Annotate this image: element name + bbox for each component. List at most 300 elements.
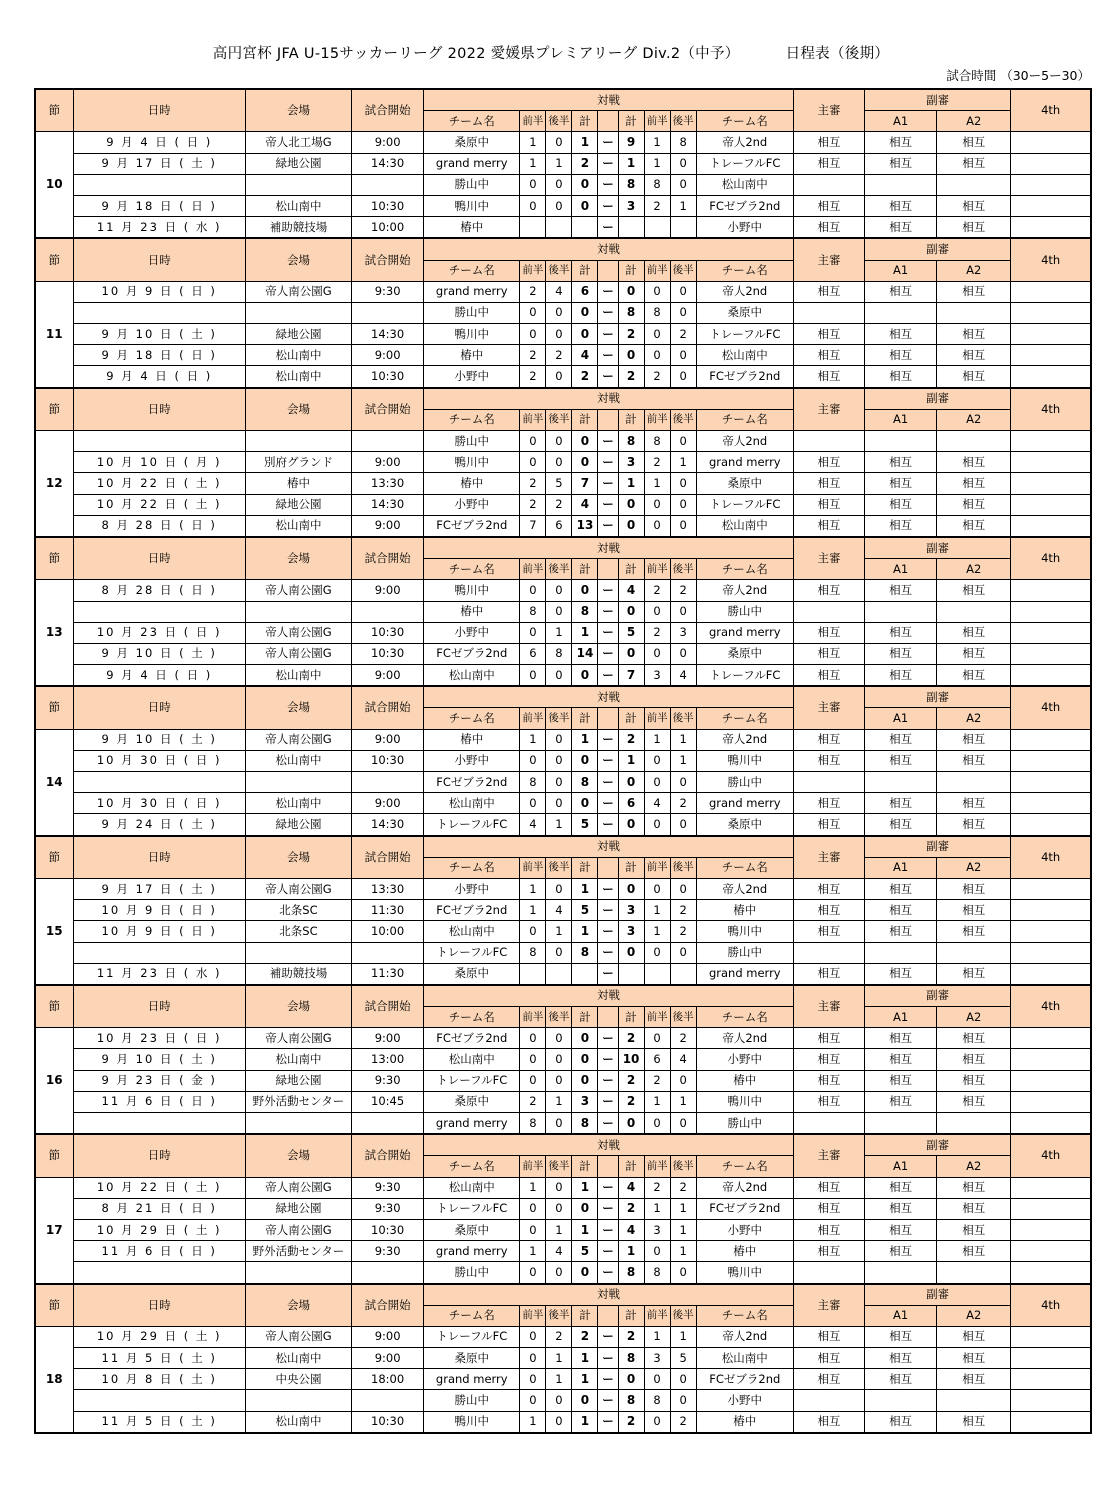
away-second-half: 0 [670, 473, 696, 494]
home-team: FCゼブラ2nd [424, 1028, 520, 1049]
header-match: 対戦 [424, 89, 794, 111]
home-second-half: 0 [546, 1049, 572, 1070]
match-kickoff: 10:30 [352, 643, 424, 664]
away-total: 3 [618, 195, 644, 216]
round-block [35, 537, 1091, 686]
home-first-half: 1 [520, 900, 546, 921]
header-match: 対戦 [424, 1134, 794, 1156]
header-kickoff: 試合開始 [352, 537, 424, 580]
home-second-half: 1 [546, 1369, 572, 1390]
home-total [572, 963, 598, 985]
assistant-a1: 相互 [865, 750, 937, 771]
match-row [35, 665, 1091, 687]
away-total: 0 [618, 814, 644, 836]
home-first-half: 1 [520, 1241, 546, 1262]
home-total: 0 [572, 195, 598, 216]
main-referee: 相互 [793, 473, 864, 494]
away-second-half: 2 [670, 580, 696, 601]
header-dash [598, 708, 618, 729]
fourth-official [1011, 324, 1091, 345]
away-total: 0 [618, 601, 644, 622]
match-date: 10 月 9 日 ( 日 ) [73, 900, 245, 921]
home-second-half: 0 [546, 1390, 572, 1411]
header-section: 節 [35, 686, 73, 729]
away-team: 椿中 [696, 1241, 793, 1262]
away-total: 1 [618, 153, 644, 174]
match-date: 11 月 5 日 ( 土 ) [73, 1348, 245, 1369]
home-second-half: 0 [546, 431, 572, 452]
match-date: 8 月 28 日 ( 日 ) [73, 515, 245, 537]
match-kickoff: 13:00 [352, 1049, 424, 1070]
away-first-half: 0 [644, 601, 670, 622]
away-first-half: 0 [644, 1113, 670, 1135]
main-referee [793, 1262, 864, 1284]
home-team: grand merry [424, 1113, 520, 1135]
match-venue: 椿中 [245, 473, 351, 494]
home-team: 勝山中 [424, 174, 520, 195]
score-dash: ー [598, 1348, 618, 1369]
home-team: 小野中 [424, 366, 520, 388]
score-dash: ー [598, 345, 618, 366]
fourth-official [1011, 515, 1091, 537]
away-second-half: 1 [670, 1198, 696, 1219]
match-venue: 帝人南公園G [245, 729, 351, 750]
match-row [35, 750, 1091, 771]
header-team-home: チーム名 [424, 1007, 520, 1028]
match-date: 8 月 21 日 ( 日 ) [73, 1198, 245, 1219]
score-dash: ー [598, 580, 618, 601]
match-kickoff: 9:00 [352, 1348, 424, 1369]
away-first-half [644, 963, 670, 985]
header-a1: A1 [865, 708, 937, 729]
match-date: 9 月 4 日 ( 日 ) [73, 366, 245, 388]
home-team: 桑原中 [424, 963, 520, 985]
header-match: 対戦 [424, 238, 794, 260]
home-total: 2 [572, 1326, 598, 1347]
header-first-half: 前半 [520, 708, 546, 729]
home-first-half: 2 [520, 366, 546, 388]
main-referee: 相互 [793, 1028, 864, 1049]
away-second-half: 2 [670, 900, 696, 921]
header-a2: A2 [937, 260, 1011, 281]
header-total: 計 [572, 260, 598, 281]
header-total: 計 [572, 1305, 598, 1326]
home-total: 13 [572, 515, 598, 537]
main-referee [793, 1113, 864, 1135]
fourth-official [1011, 195, 1091, 216]
match-row [35, 217, 1091, 239]
header-fourth: 4th [1011, 836, 1091, 879]
score-dash: ー [598, 1241, 618, 1262]
fourth-official [1011, 1177, 1091, 1198]
assistant-a2: 相互 [937, 1049, 1011, 1070]
home-first-half: 0 [520, 1198, 546, 1219]
away-second-half: 0 [670, 601, 696, 622]
home-first-half: 0 [520, 1326, 546, 1347]
away-second-half: 0 [670, 153, 696, 174]
assistant-a1 [865, 431, 937, 452]
home-team: 小野中 [424, 494, 520, 515]
assistant-a2 [937, 1390, 1011, 1411]
match-row [35, 793, 1091, 814]
round-number: 15 [35, 878, 73, 984]
away-second-half: 2 [670, 793, 696, 814]
home-second-half: 0 [546, 729, 572, 750]
away-total: 2 [618, 1326, 644, 1347]
assistant-a1: 相互 [865, 1198, 937, 1219]
match-venue: 中央公園 [245, 1369, 351, 1390]
away-total: 8 [618, 1390, 644, 1411]
assistant-a1: 相互 [865, 366, 937, 388]
match-date: 10 月 10 日 ( 月 ) [73, 452, 245, 473]
header-second-half: 後半 [670, 857, 696, 878]
header-team-away: チーム名 [696, 111, 793, 132]
match-date [73, 1390, 245, 1411]
away-team: トレーフルFC [696, 494, 793, 515]
away-total: 0 [618, 515, 644, 537]
home-team: 松山南中 [424, 1049, 520, 1070]
main-referee: 相互 [793, 345, 864, 366]
away-first-half: 6 [644, 1049, 670, 1070]
main-referee: 相互 [793, 1177, 864, 1198]
header-team-away: チーム名 [696, 559, 793, 580]
away-team: FCゼブラ2nd [696, 195, 793, 216]
fourth-official [1011, 1028, 1091, 1049]
header-fourth: 4th [1011, 1284, 1091, 1327]
home-total: 3 [572, 1091, 598, 1112]
home-first-half: 1 [520, 729, 546, 750]
header-second-half: 後半 [546, 1156, 572, 1177]
score-dash: ー [598, 921, 618, 942]
match-row [35, 452, 1091, 473]
home-first-half: 4 [520, 814, 546, 836]
fourth-official [1011, 1049, 1091, 1070]
away-total: 8 [618, 1262, 644, 1284]
match-kickoff: 10:30 [352, 750, 424, 771]
home-second-half: 0 [546, 878, 572, 899]
home-team: トレーフルFC [424, 1070, 520, 1091]
home-first-half: 0 [520, 1390, 546, 1411]
match-venue: 北条SC [245, 921, 351, 942]
header-row [35, 388, 1091, 410]
header-assistant: 副審 [865, 836, 1011, 858]
score-dash: ー [598, 452, 618, 473]
match-kickoff: 10:00 [352, 217, 424, 239]
home-first-half: 1 [520, 1177, 546, 1198]
fourth-official [1011, 153, 1091, 174]
header-match: 対戦 [424, 537, 794, 559]
fourth-official [1011, 1091, 1091, 1112]
score-dash: ー [598, 195, 618, 216]
main-referee: 相互 [793, 366, 864, 388]
home-team: 松山南中 [424, 921, 520, 942]
assistant-a2: 相互 [937, 1348, 1011, 1369]
score-dash: ー [598, 772, 618, 793]
header-team-home: チーム名 [424, 708, 520, 729]
assistant-a1 [865, 772, 937, 793]
main-referee: 相互 [793, 515, 864, 537]
home-team: トレーフルFC [424, 1198, 520, 1219]
header-first-half: 前半 [644, 1007, 670, 1028]
assistant-a1: 相互 [865, 580, 937, 601]
header-a2: A2 [937, 1156, 1011, 1177]
match-venue: 松山南中 [245, 345, 351, 366]
home-team: FCゼブラ2nd [424, 515, 520, 537]
match-row [35, 1348, 1091, 1369]
match-row [35, 643, 1091, 664]
home-second-half [546, 963, 572, 985]
match-kickoff: 9:00 [352, 452, 424, 473]
header-total: 計 [572, 111, 598, 132]
away-first-half: 8 [644, 1390, 670, 1411]
home-total: 6 [572, 281, 598, 302]
assistant-a2: 相互 [937, 494, 1011, 515]
away-first-half: 2 [644, 366, 670, 388]
home-team: 小野中 [424, 878, 520, 899]
home-total: 0 [572, 1028, 598, 1049]
assistant-a2: 相互 [937, 1241, 1011, 1262]
header-team-away: チーム名 [696, 1305, 793, 1326]
away-team: 小野中 [696, 1390, 793, 1411]
away-total: 1 [618, 750, 644, 771]
home-total: 0 [572, 793, 598, 814]
assistant-a1: 相互 [865, 878, 937, 899]
home-second-half: 0 [546, 1262, 572, 1284]
match-date: 9 月 10 日 ( 土 ) [73, 324, 245, 345]
home-second-half: 1 [546, 1219, 572, 1240]
score-dash: ー [598, 1028, 618, 1049]
match-venue: 緑地公園 [245, 814, 351, 836]
away-second-half: 0 [670, 1070, 696, 1091]
header-total: 計 [618, 409, 644, 430]
score-dash: ー [598, 1411, 618, 1433]
header-team-home: チーム名 [424, 1156, 520, 1177]
match-date: 9 月 17 日 ( 土 ) [73, 153, 245, 174]
match-row [35, 195, 1091, 216]
score-dash: ー [598, 643, 618, 664]
away-team: 小野中 [696, 217, 793, 239]
away-team: 勝山中 [696, 942, 793, 963]
match-row [35, 473, 1091, 494]
away-team: 勝山中 [696, 772, 793, 793]
fourth-official [1011, 601, 1091, 622]
match-date [73, 1113, 245, 1135]
away-total: 0 [618, 878, 644, 899]
home-second-half: 0 [546, 772, 572, 793]
main-referee: 相互 [793, 132, 864, 153]
away-total: 8 [618, 431, 644, 452]
header-venue: 会場 [245, 686, 351, 729]
assistant-a2: 相互 [937, 580, 1011, 601]
match-kickoff: 9:00 [352, 1028, 424, 1049]
match-venue [245, 431, 351, 452]
away-total: 7 [618, 665, 644, 687]
away-total: 2 [618, 366, 644, 388]
match-venue: 野外活動センター [245, 1091, 351, 1112]
assistant-a2: 相互 [937, 900, 1011, 921]
fourth-official [1011, 473, 1091, 494]
header-row [35, 1284, 1091, 1306]
assistant-a2: 相互 [937, 132, 1011, 153]
away-second-half: 1 [670, 452, 696, 473]
header-first-half: 前半 [520, 1007, 546, 1028]
header-venue: 会場 [245, 985, 351, 1028]
header-total: 計 [618, 559, 644, 580]
home-team: 桑原中 [424, 132, 520, 153]
away-total: 0 [618, 772, 644, 793]
header-dash [598, 559, 618, 580]
away-second-half: 3 [670, 622, 696, 643]
away-second-half: 0 [670, 345, 696, 366]
home-total: 1 [572, 1348, 598, 1369]
header-a1: A1 [865, 409, 937, 430]
assistant-a2: 相互 [937, 324, 1011, 345]
main-referee: 相互 [793, 324, 864, 345]
main-referee: 相互 [793, 963, 864, 985]
header-kickoff: 試合開始 [352, 686, 424, 729]
score-dash: ー [598, 1091, 618, 1112]
home-team: 勝山中 [424, 1262, 520, 1284]
home-team: 小野中 [424, 622, 520, 643]
home-second-half: 0 [546, 942, 572, 963]
match-date: 9 月 18 日 ( 日 ) [73, 345, 245, 366]
away-first-half: 1 [644, 473, 670, 494]
round-number: 12 [35, 431, 73, 537]
assistant-a1: 相互 [865, 494, 937, 515]
fourth-official [1011, 814, 1091, 836]
match-venue: 松山南中 [245, 515, 351, 537]
score-dash: ー [598, 814, 618, 836]
title-text: 高円宮杯 JFA U-15サッカーリーグ 2022 愛媛県プレミアリーグ Div.2（中予） [212, 46, 740, 62]
match-kickoff: 9:00 [352, 665, 424, 687]
away-second-half: 0 [670, 772, 696, 793]
header-assistant: 副審 [865, 388, 1011, 410]
assistant-a1: 相互 [865, 1177, 937, 1198]
header-row [35, 836, 1091, 858]
header-date: 日時 [73, 836, 245, 879]
header-venue: 会場 [245, 89, 351, 132]
away-team: 帝人2nd [696, 1028, 793, 1049]
score-dash: ー [598, 515, 618, 537]
away-second-half: 0 [670, 431, 696, 452]
score-dash: ー [598, 942, 618, 963]
away-second-half: 0 [670, 302, 696, 323]
match-venue [245, 302, 351, 323]
home-second-half: 1 [546, 814, 572, 836]
away-team: 勝山中 [696, 601, 793, 622]
home-second-half: 4 [546, 1241, 572, 1262]
assistant-a1 [865, 1390, 937, 1411]
home-total: 0 [572, 580, 598, 601]
match-date: 10 月 29 日 ( 土 ) [73, 1219, 245, 1240]
home-first-half: 0 [520, 793, 546, 814]
home-total: 1 [572, 622, 598, 643]
header-date: 日時 [73, 1134, 245, 1177]
away-first-half: 1 [644, 153, 670, 174]
score-dash: ー [598, 1262, 618, 1284]
main-referee: 相互 [793, 1369, 864, 1390]
away-second-half: 0 [670, 515, 696, 537]
header-match: 対戦 [424, 985, 794, 1007]
main-referee: 相互 [793, 195, 864, 216]
match-date: 9 月 4 日 ( 日 ) [73, 665, 245, 687]
home-second-half: 0 [546, 665, 572, 687]
match-date [73, 302, 245, 323]
away-team: 帝人2nd [696, 580, 793, 601]
away-team: grand merry [696, 963, 793, 985]
home-first-half [520, 963, 546, 985]
header-total: 計 [618, 1007, 644, 1028]
away-second-half: 0 [670, 366, 696, 388]
match-kickoff: 9:30 [352, 1198, 424, 1219]
away-second-half: 1 [670, 1326, 696, 1347]
assistant-a1: 相互 [865, 473, 937, 494]
header-team-away: チーム名 [696, 1007, 793, 1028]
assistant-a1: 相互 [865, 1326, 937, 1347]
header-team-home: チーム名 [424, 260, 520, 281]
match-kickoff [352, 601, 424, 622]
match-kickoff: 13:30 [352, 473, 424, 494]
main-referee: 相互 [793, 900, 864, 921]
header-second-half: 後半 [546, 409, 572, 430]
assistant-a1: 相互 [865, 452, 937, 473]
page-title [0, 42, 1102, 63]
header-referee: 主審 [793, 985, 864, 1028]
away-total: 0 [618, 942, 644, 963]
header-section: 節 [35, 1284, 73, 1327]
main-referee: 相互 [793, 217, 864, 239]
schedule-table [34, 88, 1092, 1434]
match-row [35, 814, 1091, 836]
match-venue [245, 1113, 351, 1135]
main-referee [793, 431, 864, 452]
home-first-half: 0 [520, 1049, 546, 1070]
assistant-a2: 相互 [937, 750, 1011, 771]
home-first-half: 8 [520, 772, 546, 793]
home-total: 5 [572, 814, 598, 836]
fourth-official [1011, 217, 1091, 239]
fourth-official [1011, 580, 1091, 601]
away-second-half: 1 [670, 729, 696, 750]
home-team: 鴨川中 [424, 580, 520, 601]
away-second-half: 0 [670, 942, 696, 963]
match-row [35, 302, 1091, 323]
match-date [73, 174, 245, 195]
header-team-home: チーム名 [424, 1305, 520, 1326]
assistant-a2 [937, 302, 1011, 323]
away-total: 6 [618, 793, 644, 814]
away-total: 8 [618, 174, 644, 195]
header-team-home: チーム名 [424, 559, 520, 580]
header-second-half: 後半 [546, 1007, 572, 1028]
header-a1: A1 [865, 1007, 937, 1028]
away-total: 2 [618, 324, 644, 345]
header-match: 対戦 [424, 686, 794, 708]
home-team: 松山南中 [424, 665, 520, 687]
header-a1: A1 [865, 111, 937, 132]
header-referee: 主審 [793, 1284, 864, 1327]
match-date: 10 月 30 日 ( 日 ) [73, 793, 245, 814]
assistant-a2: 相互 [937, 281, 1011, 302]
assistant-a1: 相互 [865, 1241, 937, 1262]
fourth-official [1011, 963, 1091, 985]
main-referee: 相互 [793, 1241, 864, 1262]
header-first-half: 前半 [644, 409, 670, 430]
away-team: 鴨川中 [696, 921, 793, 942]
home-second-half: 0 [546, 324, 572, 345]
match-venue: 緑地公園 [245, 324, 351, 345]
away-total: 3 [618, 900, 644, 921]
